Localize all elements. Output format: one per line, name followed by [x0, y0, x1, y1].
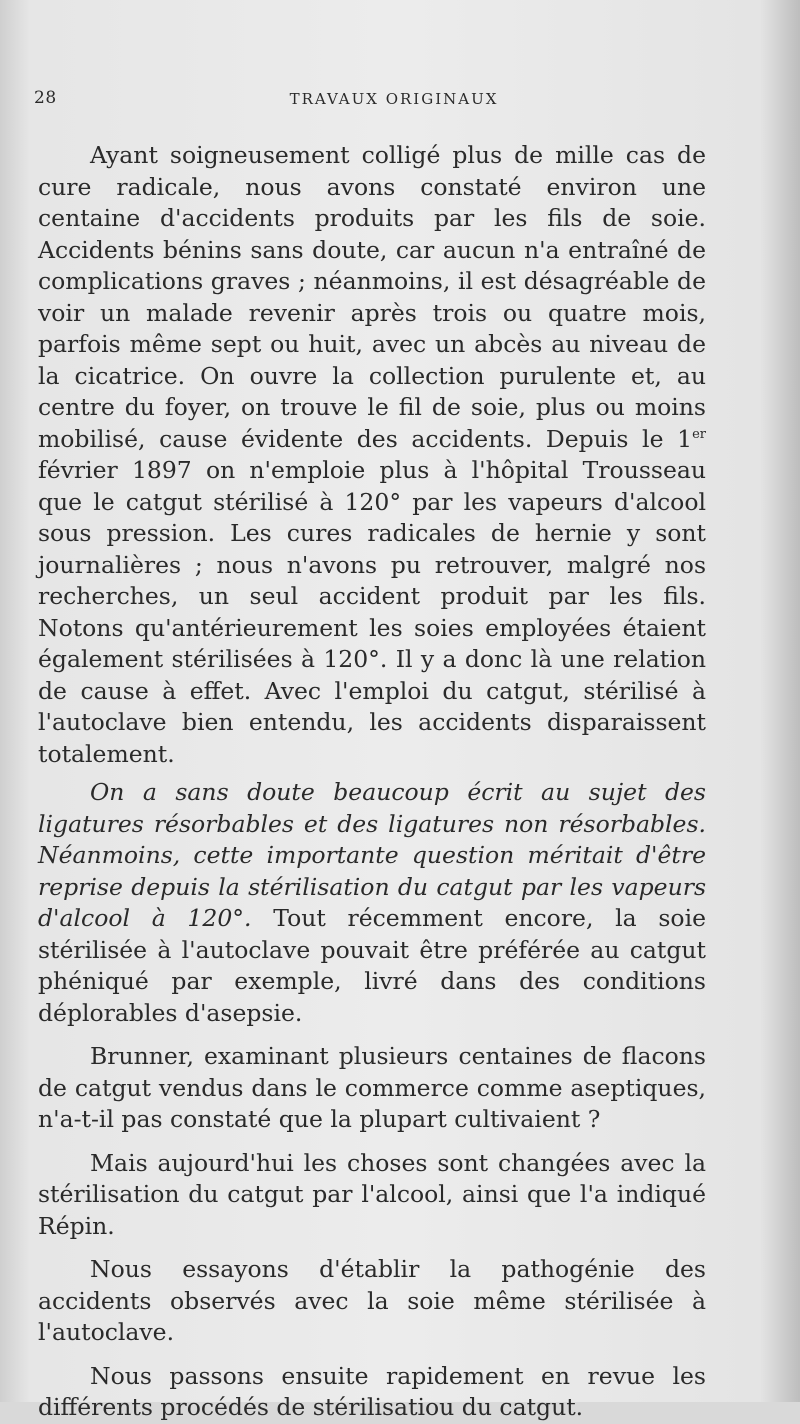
- body-text: [38, 140, 706, 1424]
- paragraph-1-part-a: Ayant soigneusement colligé plus de mille cas de cure radicale, nous avons constaté environ une centaine d'accidents produits par les fils de soie. Accidents bénins sans doute, car aucun n'a entraîné de complications graves ; néanmoins, il est désagréable de voir un malade revenir après trois ou quatre mois, parfois même sept ou huit, avec un abcès au niveau de la cicatrice. On ouvre la collection purulente et, au centre du foyer, on trouve le fil de soie, plus ou moins mobilisé, cause évidente des accidents. Depuis le 1: [38, 141, 706, 453]
- paragraph-2: [38, 777, 706, 1029]
- paragraph-6: Nous passons ensuite rapidement en revue les différents procédés de stérilisatiou du catgut.: [38, 1361, 706, 1421]
- paragraph-2-italic: On a sans doute beaucoup écrit au sujet des ligatures résorbables et des ligatures non résorbables. Néanmoins, cette importante question méritait d'être reprise depuis la stérilisation du catgut par les vapeurs d'alcool à 120°.: [38, 778, 706, 932]
- paragraph-5: Nous essayons d'établir la pathogénie des accidents observés avec la soie même stérilisée à l'autoclave.: [38, 1255, 706, 1346]
- paragraph-1-part-b: février 1897 on n'emploie plus à l'hôpital Trousseau que le catgut stérilisé à 120° par les vapeurs d'alcool sous pression. Les cures radicales de hernie y sont journalières ; nous n'avons pu retrouver, malgré nos recherches, un seul accident produit par les fils. Notons qu'antérieurement les soies employées étaient également stérilisées à 120°. Il y a donc là une relation de cause à effet. Avec l'emploi du catgut, stérilisé à l'autoclave bien entendu, les accidents disparaissent totalement.: [38, 456, 706, 768]
- ordinal-superscript: er: [692, 426, 706, 442]
- paragraph-2-rest: Tout récemment encore, la soie stérilisée à l'autoclave pouvait être préférée au catgut phéniqué par exemple, livré dans des conditions déplorables d'asepsie.: [38, 904, 707, 1027]
- paragraph-4: Mais aujourd'hui les choses sont changées avec la stérilisation du catgut par l'alcool, ainsi que l'a indiqué Répin.: [38, 1148, 706, 1240]
- paragraph-3: Brunner, examinant plusieurs centaines de flacons de catgut vendus dans le commerce comme aseptiques, n'a-t-il pas constaté que la plupart cultivaient ?: [38, 1042, 706, 1133]
- page-number: 28: [34, 88, 57, 108]
- running-title: TRAVAUX ORIGINAUX: [289, 90, 499, 108]
- page-header: [34, 88, 754, 116]
- paragraph-1: [38, 140, 706, 770]
